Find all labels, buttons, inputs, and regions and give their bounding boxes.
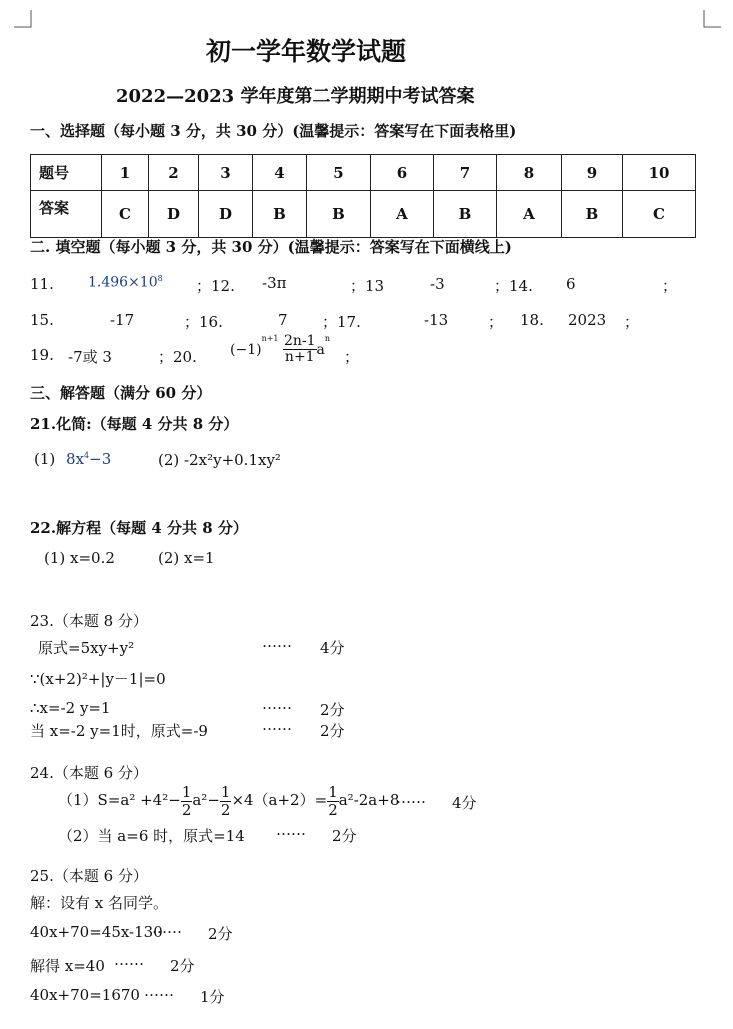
q25-line2-dots: …… xyxy=(152,919,182,937)
q23-line4: 当 x=-2 y=1时，原式=-9 xyxy=(30,722,208,740)
table-cell-answer: C xyxy=(623,191,696,238)
q23-line1: 原式=5xy+y² xyxy=(38,639,135,657)
q20-fraction xyxy=(283,334,317,366)
q21-part2: (2) -2x²y+0.1xy² xyxy=(158,451,281,469)
q20-label: ；20. xyxy=(158,348,197,366)
table-cell-number: 5 xyxy=(307,155,371,191)
table-cell-number: 3 xyxy=(199,155,253,191)
table-cell-answer: B xyxy=(307,191,371,238)
q25-line1: 解：设有 x 名同学。 xyxy=(30,894,168,912)
q18-answer: 2023 xyxy=(568,311,607,329)
q12-answer: -3π xyxy=(262,274,287,292)
corner-mark-left xyxy=(14,10,32,28)
q18-number: 18. xyxy=(520,311,544,329)
q23-line2: ∵(x+2)²+|y－1|=0 xyxy=(30,670,166,688)
q19-label: 19. xyxy=(30,346,54,364)
q23-heading: 23.（本题 8 分） xyxy=(30,612,148,630)
q11-answer xyxy=(88,274,163,291)
q13-label: ；13 xyxy=(350,277,385,295)
q18-end: ； xyxy=(624,313,640,331)
table-cell-number: 10 xyxy=(623,155,696,191)
q15-answer: -17 xyxy=(110,311,135,329)
q20-exponent: n+1 xyxy=(261,334,279,343)
q24-part1-c: ×4（a+2）= xyxy=(231,791,328,809)
q24-part1-score: 4分 xyxy=(452,794,477,812)
table-cell-answer: B xyxy=(562,191,623,238)
q25-heading: 25.（本题 6 分） xyxy=(30,867,148,885)
q21-part1 xyxy=(34,450,111,468)
table-cell-number: 7 xyxy=(434,155,497,191)
q24-part2: （2）当 a=6 时，原式=14 xyxy=(58,827,245,845)
answer-table-number-row xyxy=(31,155,696,191)
q18-label: ； xyxy=(488,313,504,331)
table-cell-answer: C xyxy=(102,191,149,238)
q21-part1-base: 8x xyxy=(66,450,85,468)
q11-exponent: 8 xyxy=(157,274,163,283)
q24-part2-score: 2分 xyxy=(332,827,357,845)
q24-part1 xyxy=(58,780,399,820)
q22-part2: (2) x=1 xyxy=(158,549,215,567)
section3-heading: 三、解答题（满分 60 分） xyxy=(30,384,212,402)
q24-fraction-3-num: 1 xyxy=(328,783,338,801)
q25-line4-score: 1分 xyxy=(200,988,225,1006)
answer-table xyxy=(30,154,696,238)
q24-fraction-2-den: 2 xyxy=(220,800,231,819)
q19-answer: -7或 3 xyxy=(68,348,112,366)
section2-heading: 二. 填空题（每小题 3 分，共 30 分）(温馨提示：答案写在下面横线上) xyxy=(30,238,512,256)
q23-line4-score: 2分 xyxy=(320,722,345,740)
q24-fraction-3 xyxy=(327,784,339,818)
q23-line3-dots: …… xyxy=(262,695,292,713)
table-cell-number: 4 xyxy=(253,155,307,191)
q22-part1: (1) x=0.2 xyxy=(44,549,115,567)
page-title: 初一学年数学试题 xyxy=(206,37,407,66)
table-cell-answer: B xyxy=(253,191,307,238)
q20-denominator: n+1 xyxy=(284,349,315,366)
q20-end: ； xyxy=(344,348,360,366)
table-cell-number: 6 xyxy=(371,155,434,191)
q12-label: ；12. xyxy=(196,277,235,295)
q21-part1-rest: −3 xyxy=(89,450,112,468)
q25-line3: 解得 x=40 xyxy=(30,957,105,975)
q13-answer: -3 xyxy=(430,275,445,293)
q21-part1-answer xyxy=(66,450,111,468)
q20-prefix: (−1) xyxy=(230,341,262,358)
q24-fraction-1-den: 2 xyxy=(181,800,192,819)
q14-label: ；14. xyxy=(494,277,533,295)
table-cell-number: 1 xyxy=(102,155,149,191)
q14-end: ； xyxy=(662,277,678,295)
q25-line4-dots: …… xyxy=(144,982,174,1000)
q15-label: 15. xyxy=(30,311,54,329)
table-cell-answer: A xyxy=(371,191,434,238)
q24-fraction-1-num: 1 xyxy=(181,783,192,801)
q24-part1-b: a²− xyxy=(192,791,220,809)
q23-line1-dots: …… xyxy=(262,633,292,651)
page-subtitle: 2022—2023 学年度第二学期期中考试答案 xyxy=(116,86,475,107)
table-cell-number: 9 xyxy=(562,155,623,191)
q14-answer: 6 xyxy=(566,275,576,293)
q21-part1-label: (1) xyxy=(34,450,56,468)
q23-line3-score: 2分 xyxy=(320,701,345,719)
q21-heading: 21.化简:（每题 4 分共 8 分） xyxy=(30,415,239,433)
q24-heading: 24.（本题 6 分） xyxy=(30,764,148,782)
q24-part1-a: （1）S=a² +4²− xyxy=(58,791,181,809)
q24-fraction-2-num: 1 xyxy=(220,783,231,801)
q23-line3: ∴x=-2 y=1 xyxy=(30,699,111,717)
q16-label: ；16. xyxy=(184,313,223,331)
q25-line2-score: 2分 xyxy=(208,925,233,943)
q21-part1-exponent: 4 xyxy=(84,451,90,460)
table-cell-answer: D xyxy=(199,191,253,238)
q20-answer xyxy=(230,334,330,366)
q20-a-exponent: n xyxy=(324,334,331,343)
table-cell-answer: D xyxy=(149,191,199,238)
table-cell-answer: A xyxy=(497,191,562,238)
q25-line3-dots: …… xyxy=(114,951,144,969)
q22-heading: 22.解方程（每题 4 分共 8 分） xyxy=(30,519,248,537)
q11-label: 11. xyxy=(30,275,54,293)
q25-line2: 40x+70=45x-130 xyxy=(30,923,163,941)
q24-part2-dots: …… xyxy=(276,821,306,839)
q24-fraction-2 xyxy=(220,784,232,818)
table-cell-answer: B xyxy=(434,191,497,238)
section1-heading: 一、选择题（每小题 3 分，共 30 分）(温馨提示：答案写在下面表格里) xyxy=(30,122,517,140)
table-cell-number: 8 xyxy=(497,155,562,191)
q23-line1-score: 4分 xyxy=(320,639,345,657)
corner-mark-right xyxy=(703,10,721,28)
q23-line4-dots: …… xyxy=(262,716,292,734)
q11-base: 1.496×10 xyxy=(88,274,158,291)
answer-table-answer-row xyxy=(31,191,696,238)
q24-fraction-1 xyxy=(181,784,193,818)
table-label-answer: 答案 xyxy=(31,191,102,238)
q25-line3-score: 2分 xyxy=(170,957,195,975)
q25-line4: 40x+70=1670 xyxy=(30,986,140,1004)
q17-label: ；17. xyxy=(322,313,361,331)
q24-part1-d: a²-2a+8 xyxy=(338,791,400,809)
q17-answer: -13 xyxy=(424,311,449,329)
table-cell-number: 2 xyxy=(149,155,199,191)
q20-a: a xyxy=(316,341,325,358)
q20-numerator: 2n-1 xyxy=(283,333,316,349)
q16-answer: 7 xyxy=(278,311,288,329)
table-label-number: 题号 xyxy=(31,155,102,191)
q24-fraction-3-den: 2 xyxy=(328,800,338,819)
q24-part1-dots: …… xyxy=(396,789,426,807)
